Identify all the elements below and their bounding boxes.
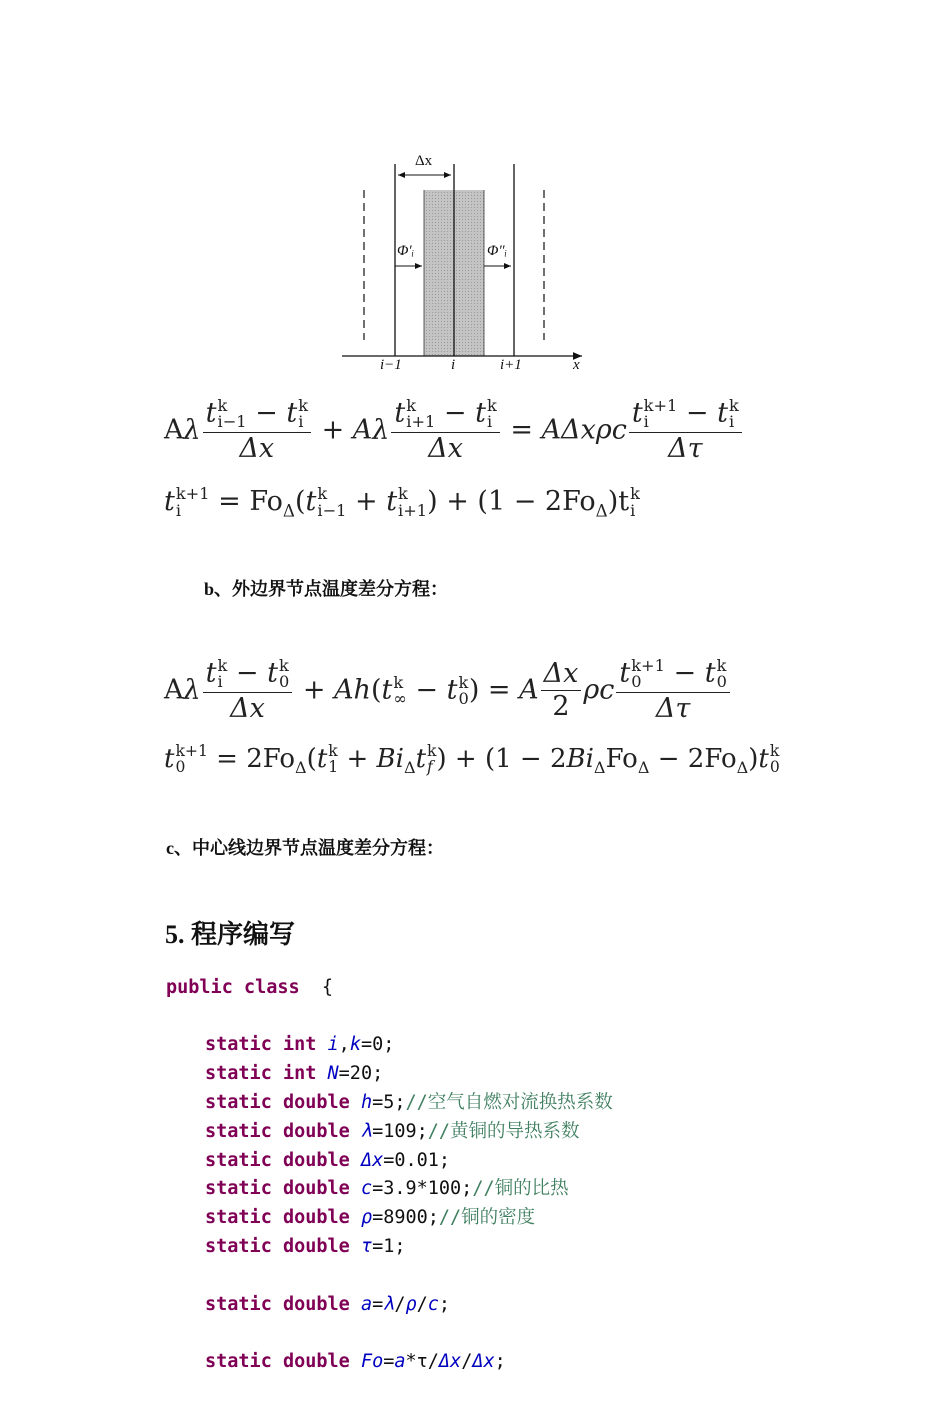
delta-x-label: Δx [415,153,433,169]
code-line: static int i,k=0; [205,1034,395,1056]
code-line: static double Fo=a*τ/Δx/Δx; [205,1351,506,1373]
code-line: static double λ=109;//黄铜的导热系数 [205,1120,580,1142]
code-line: static double τ=1; [205,1235,406,1257]
tick-label-i-plus-1: i+1 [500,357,522,373]
code-line-class: public class { [166,976,334,998]
equation-interior-balance: Aλ t k i−1 − t k i Δx + Aλ t k i+1 − t k i Δx = AΔxρc t k+1 i − t k i Δτ [164,398,744,464]
phi-left-label: Φ′ᵢ [397,243,415,259]
section-c-label: c、中心线边界节点温度差分方程： [166,838,444,858]
control-volume-diagram [336,150,596,382]
equation-outer-boundary-balance: Aλ t k i − t k 0 Δx + Ah(t k ∞ − t k 0 ) = A $\frac{\Delta x}{2}$ ρc t k+1 0 − t k 0 Δτ [164,658,732,724]
code-line: static int N=20; [205,1063,384,1085]
phi-right-label: Φ″ᵢ [487,243,508,259]
tick-label-i-minus-1: i−1 [380,357,402,373]
tick-label-i: i [451,357,456,373]
code-lines [166,1031,613,1261]
section-b-label: b、外边界节点温度差分方程： [204,579,449,599]
axis-label-x: x [573,357,580,373]
equation-outer-boundary-explicit: t k+1 0 = $2Fo_\Delta(t$ k 1 + $Bi_\Delta t$ k f ) + $(1 - 2Bi_\Delta Fo_\Delta - 2Fo_\Delta)t$ k 0 [164,742,780,778]
code-block [166,945,613,1406]
code-line: static double a=λ/ρ/c; [205,1293,451,1315]
code-line: static double h=5;//空气自燃对流换热系数 [205,1091,613,1113]
equation-interior-explicit: t k+1 i = $Fo_\Delta(t$ k i−1 + t k i+1 ) + $(1 - 2Fo_\Delta)t$ k i [164,484,640,521]
code-line: static double ρ=8900;//铜的密度 [205,1207,536,1229]
section-5-heading: 5. 程序编写 [165,920,296,949]
code-line: static double Δx=0.01; [205,1149,451,1171]
code-line: static double c=3.9*100;//铜的比热 [205,1178,569,1200]
